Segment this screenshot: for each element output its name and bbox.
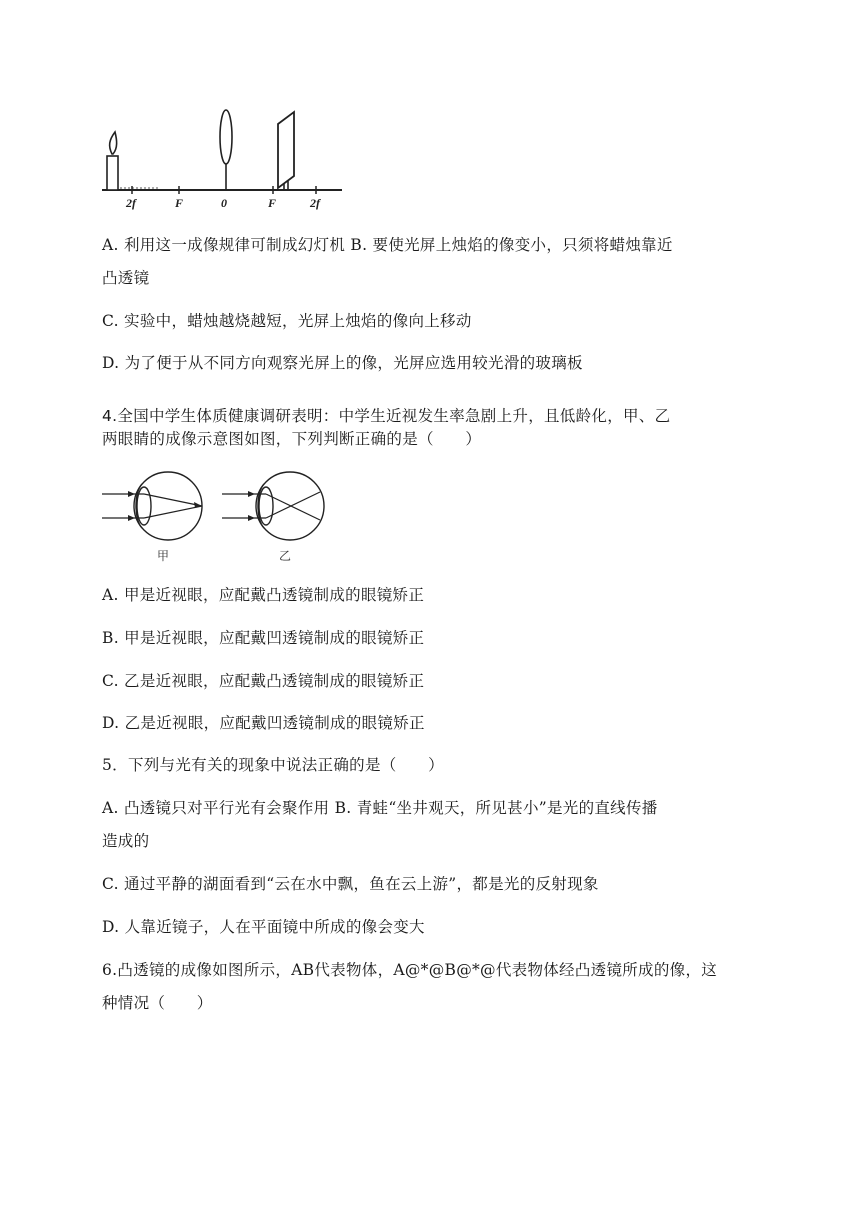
q4-stem-line2: 两眼睛的成像示意图如图，下列判断正确的是（ ） — [102, 430, 482, 448]
q5-option-d: D. 人靠近镜子，人在平面镜中所成的像会变大 — [102, 918, 425, 936]
axis-label-O: 0 — [221, 196, 227, 210]
axis-label-F-left: F — [175, 196, 184, 210]
q4-option-a: A. 甲是近视眼，应配戴凸透镜制成的眼镜矫正 — [102, 586, 425, 604]
q3-option-c: C. 实验中，蜡烛越烧越短，光屏上烛焰的像向上移动 — [102, 312, 472, 330]
q6-stem-line2: 种情况（ ） — [102, 994, 213, 1012]
q4-option-b: B. 甲是近视眼，应配戴凹透镜制成的眼镜矫正 — [102, 629, 425, 647]
axis-label-2f-left: 2f — [126, 196, 136, 210]
axis-label-F-right: F — [268, 196, 277, 210]
lens-experiment-figure — [98, 108, 348, 213]
q3-option-a-b: A. 利用这一成像规律可制成幻灯机 B. 要使光屏上烛焰的像变小，只须将蜡烛靠近 — [102, 236, 673, 254]
q4-stem-line1: 4.全国中学生体质健康调研表明：中学生近视发生率急剧上升，且低龄化，甲、乙 — [102, 407, 671, 425]
eye-yi — [222, 472, 324, 563]
q6-stem-line1: 6.凸透镜的成像如图所示，AB代表物体，A@*@B@*@代表物体经凸透镜所成的像，这 — [102, 961, 718, 979]
eye-diagram-figure — [98, 470, 338, 566]
q4-option-c: C. 乙是近视眼，应配戴凸透镜制成的眼镜矫正 — [102, 672, 425, 690]
q3-option-b-cont: 凸透镜 — [102, 269, 150, 287]
q4-option-d: D. 乙是近视眼，应配戴凹透镜制成的眼镜矫正 — [102, 714, 425, 732]
q5-option-c: C. 通过平静的湖面看到“云在水中飘，鱼在云上游”，都是光的反射现象 — [102, 875, 599, 893]
eye-label-yi: 乙 — [279, 549, 292, 563]
q5-option-b-cont: 造成的 — [102, 832, 150, 850]
q5-option-a-b: A. 凸透镜只对平行光有会聚作用 B. 青蛙“坐井观天，所见甚小”是光的直线传播 — [102, 799, 658, 817]
q3-option-d: D. 为了便于从不同方向观察光屏上的像，光屏应选用较光滑的玻璃板 — [102, 354, 583, 372]
q5-stem: 5．下列与光有关的现象中说法正确的是（ ） — [102, 756, 444, 774]
eye-label-jia: 甲 — [157, 549, 170, 563]
eye-jia — [102, 472, 202, 563]
axis-label-2f-right: 2f — [310, 196, 320, 210]
